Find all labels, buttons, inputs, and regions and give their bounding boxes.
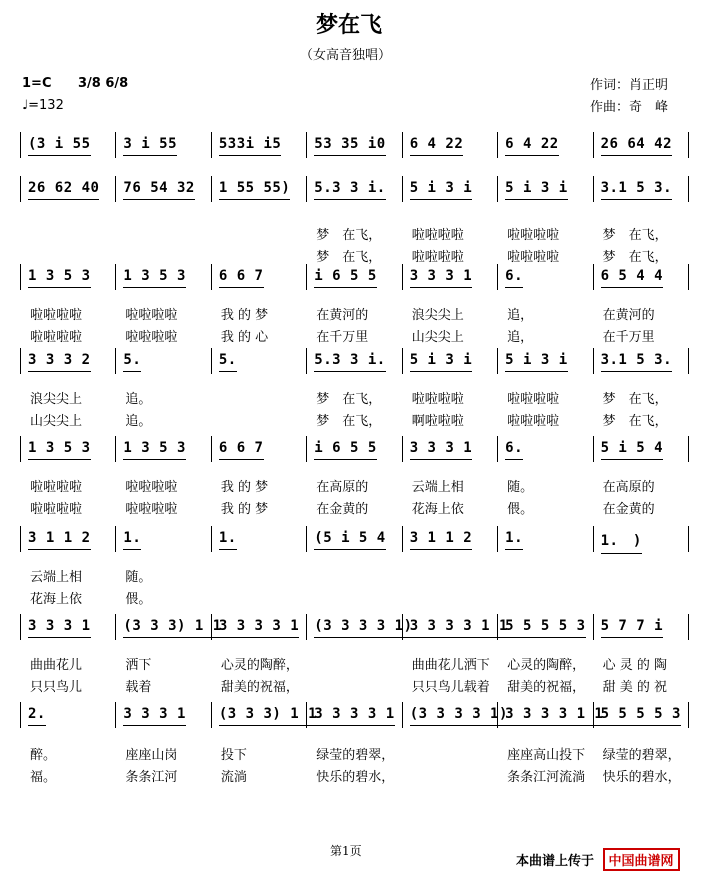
lyric-segment: 梦 在飞， — [316, 228, 382, 243]
lyric-segment: 随。 — [507, 480, 534, 495]
measure-notes: 5 i 3 i — [409, 352, 473, 368]
barline — [20, 132, 21, 158]
measure-notes: 5 7 7 i — [600, 618, 664, 634]
measure-notes: (3 3 3) 1 1 — [123, 618, 222, 634]
lyric-segment: 浪尖尖上 — [411, 308, 464, 323]
measure-notes: 1 3 5 3 — [28, 440, 91, 456]
barline — [593, 264, 594, 290]
measure-notes: 5 5 5 5 3 — [505, 618, 586, 634]
barline — [688, 348, 689, 374]
lyric-line — [24, 476, 688, 494]
barline — [306, 132, 307, 158]
barline — [497, 132, 498, 158]
lyric-segment: 甜美的祝福， — [220, 680, 299, 695]
barline — [497, 176, 498, 202]
barline — [211, 132, 212, 158]
barline — [593, 176, 594, 202]
lyric-segment: 座座高山投下 — [507, 748, 586, 763]
measure-notes: 6 5 4 4 — [600, 268, 664, 284]
measure-notes: 5. — [123, 352, 142, 368]
lyric-segment: 啊啦啦啦 — [411, 414, 464, 429]
barline — [211, 436, 212, 462]
lyricist-credit: 作词：肖正明 — [590, 78, 669, 93]
measure-notes: 1 3 5 3 — [123, 268, 186, 284]
measure-notes: i 6 5 5 — [314, 268, 377, 284]
measure-notes: 5 i 3 i — [505, 352, 568, 368]
lyric-segment: 梦 在飞， — [602, 250, 668, 265]
barline — [688, 436, 689, 462]
measure-notes: (3 3 3 3 1) — [314, 618, 413, 634]
barline — [115, 436, 116, 462]
measure-notes: (3 3 3) 1 1 — [218, 706, 318, 722]
measure-notes: 3 3 3 3 1 1 — [409, 618, 508, 634]
lyric-segment: 啦啦啦啦 — [125, 480, 178, 495]
measure-notes: 1 3 5 3 — [28, 268, 91, 284]
lyric-line — [24, 498, 688, 516]
measure-notes: 6 6 7 — [218, 268, 264, 284]
lyric-segment: 梦 在飞， — [602, 228, 668, 243]
lyric-segment: 洒下 — [125, 658, 152, 673]
measure-notes: 53 35 i0 — [314, 136, 386, 152]
measure-notes: 5 i 3 i — [409, 180, 473, 196]
lyric-segment: 在高原的 — [316, 480, 369, 495]
lyric-segment: 心 灵 的 陶 — [602, 658, 667, 673]
barline — [688, 614, 689, 640]
measure-notes: 533i i5 — [218, 136, 282, 152]
source-note — [516, 848, 680, 871]
barline — [115, 176, 116, 202]
lyric-segment: 我 的 梦 — [220, 502, 269, 517]
lyric-line — [24, 766, 688, 784]
measure-notes: 3 1 1 2 — [28, 530, 91, 546]
lyric-line — [24, 224, 688, 242]
lyric-segment: 条条江河流淌 — [507, 770, 586, 785]
measure-notes: 5. — [218, 352, 237, 368]
barline — [211, 264, 212, 290]
lyric-segment: 啦啦啦啦 — [507, 414, 560, 429]
barline — [402, 526, 403, 552]
lyric-segment: 只只鸟儿载着 — [411, 680, 490, 695]
barline — [497, 526, 498, 552]
lyric-segment: 啦啦啦啦 — [125, 502, 178, 517]
lyric-segment: 心灵的陶醉， — [507, 658, 586, 673]
lyric-segment: 追。 — [125, 392, 152, 407]
lyric-segment: 绿莹的碧翠， — [602, 748, 681, 763]
lyric-segment: 心灵的陶醉， — [220, 658, 299, 673]
time-signatures: 3/8 6/8 — [78, 76, 129, 91]
barline — [306, 436, 307, 462]
measure-notes: 3 1 1 2 — [409, 530, 473, 546]
lyric-segment: 醉。 — [30, 748, 57, 763]
lyric-segment: 梦 在飞， — [316, 250, 382, 265]
key-signature: 1=C — [22, 76, 52, 91]
lyric-segment: 啦啦啦啦 — [507, 228, 560, 243]
barline — [306, 526, 307, 552]
lyric-segment: 曲曲花儿 — [30, 658, 83, 673]
barline — [20, 702, 21, 728]
lyric-segment: 流淌 — [220, 770, 247, 785]
lyric-segment: 只只鸟儿 — [30, 680, 83, 695]
lyric-segment: 我 的 梦 — [220, 480, 269, 495]
lyric-segment: 啦啦啦啦 — [411, 250, 464, 265]
score-system — [20, 136, 688, 156]
measure-notes: (3 i 55 — [28, 136, 91, 152]
song-title: 梦在飞 — [316, 12, 383, 38]
lyric-segment: 在金黄的 — [602, 502, 655, 517]
lyric-segment: 座座山岗 — [125, 748, 178, 763]
lyric-segment: 福。 — [30, 770, 57, 785]
barline — [211, 526, 212, 552]
composer-credit: 作曲：奇 峰 — [590, 100, 669, 115]
lyric-segment: 梦 在飞， — [316, 414, 382, 429]
barline — [306, 348, 307, 374]
measure-notes: (5 i 5 4 — [314, 530, 386, 546]
source-text: 本曲谱上传于 — [516, 854, 595, 869]
measure-notes: 3 3 3 1 — [409, 440, 473, 456]
measure-notes: 6 4 22 — [505, 136, 559, 152]
barline — [593, 614, 594, 640]
measure-notes: 26 64 42 — [600, 136, 672, 152]
measure-notes: 5.3 3 i. — [314, 352, 386, 368]
barline — [115, 264, 116, 290]
lyric-segment: 甜 美 的 祝 — [602, 680, 667, 695]
lyric-segment: 浪尖尖上 — [30, 392, 83, 407]
lyric-segment: 啦啦啦啦 — [30, 480, 83, 495]
lyric-segment: 在黄河的 — [316, 308, 369, 323]
barline — [211, 348, 212, 374]
measure-notes: 1. ) — [601, 530, 642, 550]
barline — [20, 264, 21, 290]
measure-notes: 6 6 7 — [218, 440, 264, 456]
tempo-marking: ♩=132 — [22, 98, 64, 113]
lyric-line — [24, 304, 688, 322]
lyric-segment: 花海上依 — [30, 592, 83, 607]
song-subtitle: （女高音独唱） — [300, 48, 392, 63]
barline — [688, 526, 689, 552]
measure-notes: 3.1 5 3. — [600, 180, 672, 196]
lyric-segment: 啦啦啦啦 — [411, 392, 464, 407]
barline — [211, 176, 212, 202]
barline — [115, 132, 116, 158]
lyric-segment: 绿莹的碧翠， — [316, 748, 395, 763]
barline — [497, 348, 498, 374]
measure-notes: 1. — [123, 530, 142, 546]
lyric-segment: 追， — [507, 308, 534, 323]
lyric-segment: 啦啦啦啦 — [30, 330, 83, 345]
lyric-segment: 梦 在飞， — [316, 392, 382, 407]
measure-notes: (3 3 3 3 1) — [409, 706, 508, 722]
barline — [115, 702, 116, 728]
barline — [20, 176, 21, 202]
score-system — [20, 618, 688, 638]
score-system — [20, 180, 688, 200]
measure-notes: 3 3 3 2 — [28, 352, 91, 368]
lyric-segment: 我 的 梦 — [220, 308, 269, 323]
lyric-segment: 偎。 — [507, 502, 534, 517]
lyric-segment: 甜美的祝福， — [507, 680, 586, 695]
barline — [688, 264, 689, 290]
barline — [306, 264, 307, 290]
barline — [402, 436, 403, 462]
barline — [593, 526, 594, 552]
measure-notes: 3 3 3 3 1 — [218, 618, 300, 634]
barline — [497, 436, 498, 462]
lyric-line — [24, 326, 688, 344]
measure-notes: 5 5 5 5 3 — [600, 706, 681, 722]
lyric-segment: 追。 — [125, 414, 152, 429]
lyric-segment: 山尖尖上 — [411, 330, 464, 345]
lyric-segment: 载着 — [125, 680, 152, 695]
lyric-line — [24, 744, 688, 762]
score-system — [20, 440, 688, 460]
barline — [593, 132, 594, 158]
lyric-segment: 偎。 — [125, 592, 152, 607]
lyric-segment: 快乐的碧水， — [316, 770, 395, 785]
lyric-segment: 在千万里 — [602, 330, 655, 345]
barline — [402, 348, 403, 374]
lyric-segment: 梦 在飞， — [602, 392, 668, 407]
barline — [20, 348, 21, 374]
barline — [306, 176, 307, 202]
measure-notes: 3 3 3 3 1 — [314, 706, 395, 722]
site-logo[interactable]: 中国曲谱网 — [603, 848, 680, 871]
barline — [593, 348, 594, 374]
lyric-segment: 啦啦啦啦 — [30, 308, 83, 323]
lyric-segment: 啦啦啦啦 — [411, 228, 464, 243]
barline — [115, 614, 116, 640]
lyric-line — [24, 246, 688, 264]
measure-notes: 5 i 5 4 — [600, 440, 664, 456]
barline — [688, 132, 689, 158]
measure-notes: 1 3 5 3 — [123, 440, 186, 456]
lyric-line — [24, 654, 688, 672]
barline — [20, 614, 21, 640]
barline — [20, 526, 21, 552]
lyric-segment: 曲曲花儿洒下 — [411, 658, 490, 673]
lyric-line — [24, 410, 688, 428]
measure-notes: 6. — [505, 440, 523, 456]
lyric-segment: 在高原的 — [602, 480, 655, 495]
lyric-line — [24, 566, 688, 584]
barline — [20, 436, 21, 462]
lyric-segment: 在黄河的 — [602, 308, 655, 323]
lyric-line — [24, 676, 688, 694]
lyric-segment: 啦啦啦啦 — [30, 502, 83, 517]
measure-notes: 5.3 3 i. — [314, 180, 386, 196]
barline — [306, 614, 307, 640]
barline — [688, 702, 689, 728]
lyric-segment: 啦啦啦啦 — [125, 308, 178, 323]
measure-notes: 6 4 22 — [409, 136, 464, 152]
lyric-segment: 花海上依 — [411, 502, 464, 517]
measure-notes: 26 62 40 — [28, 180, 100, 196]
measure-notes: 3 3 3 1 — [28, 618, 91, 634]
lyric-segment: 我 的 心 — [220, 330, 269, 345]
lyric-segment: 追， — [507, 330, 534, 345]
barline — [402, 176, 403, 202]
barline — [593, 436, 594, 462]
lyric-line — [24, 588, 688, 606]
lyric-segment: 在千万里 — [316, 330, 369, 345]
score-system — [20, 530, 688, 550]
barline — [402, 264, 403, 290]
lyric-segment: 啦啦啦啦 — [507, 250, 560, 265]
measure-notes: 76 54 32 — [123, 180, 195, 196]
barline — [402, 132, 403, 158]
score-system — [20, 706, 688, 726]
barline — [497, 264, 498, 290]
barline — [115, 348, 116, 374]
lyric-segment: 啦啦啦啦 — [507, 392, 560, 407]
measure-notes: 3.1 5 3. — [600, 352, 672, 368]
measure-notes: 3 3 3 1 — [409, 268, 473, 284]
measure-notes: 1. — [218, 530, 237, 546]
measure-notes: 3 i 55 — [123, 136, 177, 152]
score-system — [20, 268, 688, 288]
lyric-segment: 山尖尖上 — [30, 414, 83, 429]
lyric-segment: 随。 — [125, 570, 152, 585]
measure-notes: 2. — [28, 706, 46, 722]
measure-notes: 6. — [505, 268, 523, 284]
score-system — [20, 352, 688, 372]
lyric-segment: 投下 — [220, 748, 247, 763]
lyric-segment: 啦啦啦啦 — [125, 330, 178, 345]
barline — [211, 702, 212, 728]
lyric-segment: 云端上相 — [411, 480, 464, 495]
barline — [402, 702, 403, 728]
measure-notes: 1. — [505, 530, 523, 546]
measure-notes: 5 i 3 i — [505, 180, 568, 196]
lyric-segment: 在金黄的 — [316, 502, 369, 517]
lyric-segment: 云端上相 — [30, 570, 83, 585]
lyric-segment: 梦 在飞， — [602, 414, 668, 429]
page-number: 第1页 — [330, 844, 362, 858]
measure-notes: 3 3 3 1 — [123, 706, 186, 722]
measure-notes: 1 55 55) — [218, 180, 291, 196]
measure-notes: 3 3 3 3 1 1 — [505, 706, 604, 722]
lyric-segment: 快乐的碧水， — [602, 770, 681, 785]
measure-notes: i 6 5 5 — [314, 440, 377, 456]
lyric-segment: 条条江河 — [125, 770, 178, 785]
lyric-line — [24, 388, 688, 406]
barline — [688, 176, 689, 202]
barline — [115, 526, 116, 552]
